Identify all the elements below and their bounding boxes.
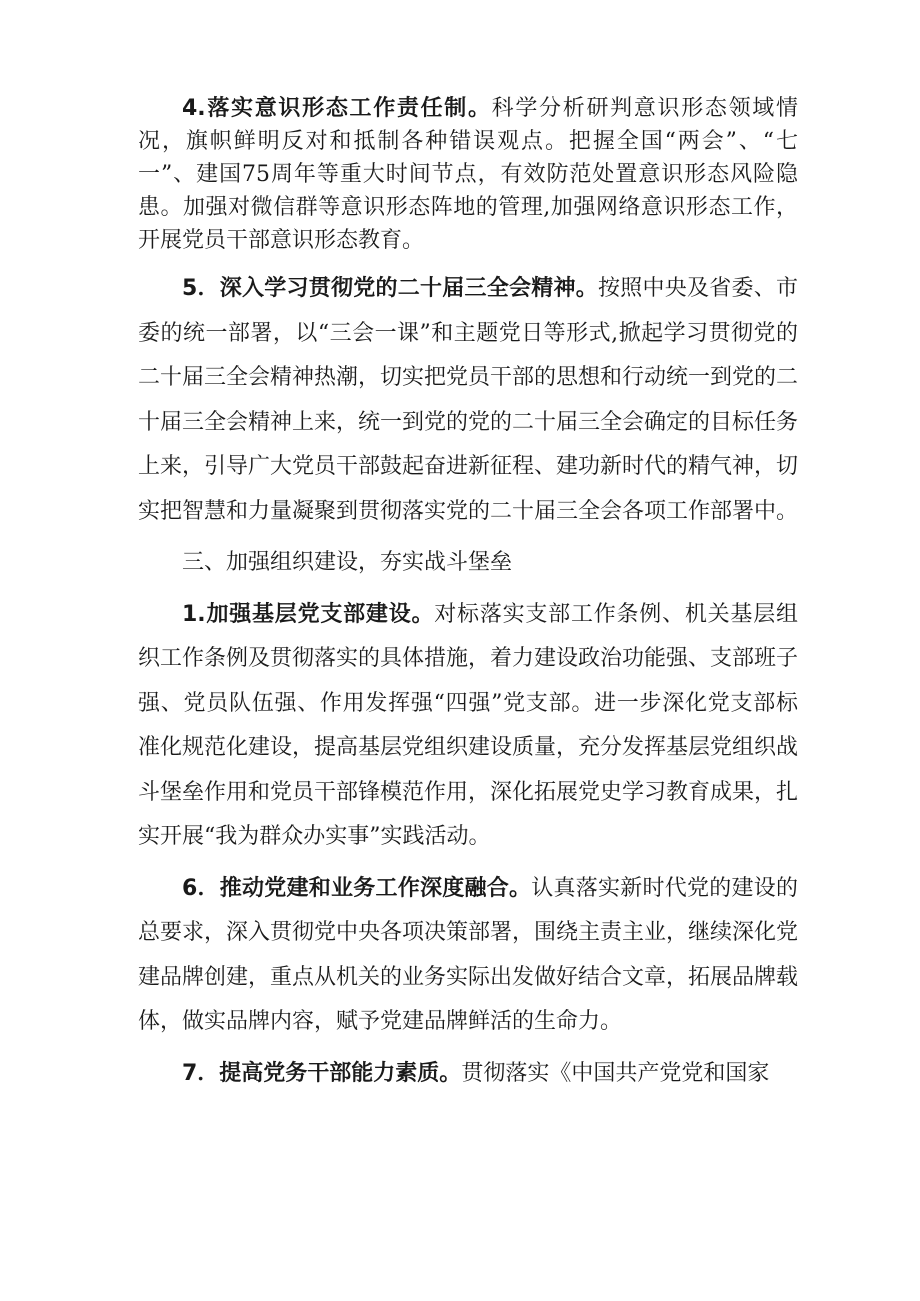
paragraph-text: 科学分析研判意识形态领域情况，旗帜鲜明反对和抵制各种错误观点。把握全国“两会”、“七一”、建国75周年等重大时间节点，有效防范处置意识形态风险隐患。加强对微信群等意识形态阵地的管理,加强网络意识形态工作，开展党员干部意识形态教育。 xyxy=(138,96,798,253)
paragraph-heading: 6．推动党建和业务工作深度融合。 xyxy=(182,875,532,901)
paragraph-text: 对标落实支部工作条例、机关基层组织工作条例及贯彻落实的具体措施，着力建设政治功能强、支部班子强、党员队伍强、作用发挥强“四强”党支部。进一步深化党支部标准化规范化建设，提高基层党组织建设质量，充分发挥基层党组织战斗堡垒作用和党员干部锋模范作用，深化拓展党史学习教育成果，扎实开展“我为群众办实事”实践活动。 xyxy=(138,601,799,849)
paragraph-heading: 1.加强基层党支部建设。 xyxy=(182,601,435,627)
paragraph-item-7 xyxy=(138,1052,798,1097)
paragraph-text: 按照中央及省委、市委的统一部署，以“三会一课”和主题党日等形式,掀起学习贯彻党的二十届三全会精神热潮，切实把党员干部的思想和行动统一到党的二十届三全会精神上来，统一到党的党的二十届三全会确定的目标任务上来，引导广大党员干部鼓起奋进新征程、建功新时代的精气神，切实把智慧和力量凝聚到贯彻落实党的二十届三全会各项工作部署中。 xyxy=(138,276,799,524)
section-heading-3 xyxy=(138,541,798,586)
section-heading-text: 三、加强组织建设，夯实战斗堡垒 xyxy=(182,550,513,575)
paragraph-item-4 xyxy=(138,92,798,257)
paragraph-item-1 xyxy=(138,593,798,860)
paragraph-heading: 4.落实意识形态工作责任制。 xyxy=(182,96,492,121)
paragraph-text: 贯彻落实《中国共产党党和国家 xyxy=(461,1060,770,1086)
document-body xyxy=(138,92,798,1096)
paragraph-item-6 xyxy=(138,867,798,1045)
paragraph-heading: 7．提高党务干部能力素质。 xyxy=(182,1060,462,1086)
paragraph-text: 认真落实新时代党的建设的总要求，深入贯彻党中央各项决策部署，围绕主责主业，继续深化党建品牌创建，重点从机关的业务实际出发做好结合文章，拓展品牌载体，做实品牌内容，赋予党建品牌鲜活的生命力。 xyxy=(138,875,799,1034)
paragraph-heading: 5．深入学习贯彻党的二十届三全会精神。 xyxy=(182,276,599,301)
paragraph-item-5 xyxy=(138,267,798,534)
